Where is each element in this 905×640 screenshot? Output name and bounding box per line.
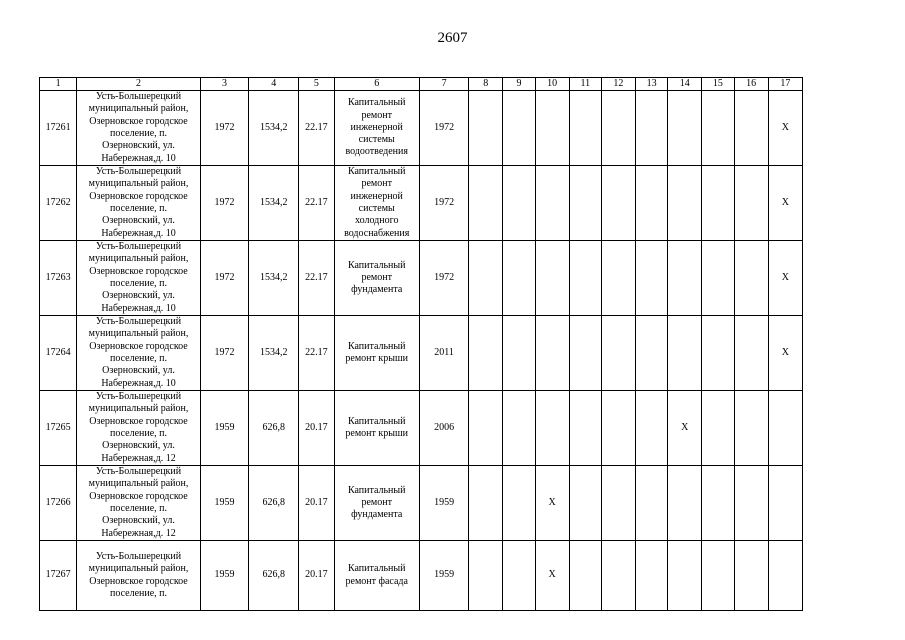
record-id-cell: 17266 xyxy=(40,466,77,541)
mark-cell-12 xyxy=(601,166,635,241)
record-id-cell: 17262 xyxy=(40,166,77,241)
mark-cell-12 xyxy=(601,391,635,466)
year-built-cell: 1972 xyxy=(200,166,248,241)
table-row xyxy=(40,166,803,241)
work-year-cell: 1959 xyxy=(419,541,468,611)
area-cell: 1534,2 xyxy=(249,241,299,316)
mark-cell-12 xyxy=(601,466,635,541)
area-cell: 1534,2 xyxy=(249,316,299,391)
mark-cell-13 xyxy=(636,316,668,391)
mark-cell-12 xyxy=(601,316,635,391)
work-year-cell: 1972 xyxy=(419,166,468,241)
area-cell: 1534,2 xyxy=(249,91,299,166)
record-id-cell: 17265 xyxy=(40,391,77,466)
column-header: 7 xyxy=(419,78,468,91)
mark-cell-9 xyxy=(503,316,535,391)
table-row xyxy=(40,391,803,466)
column-header: 11 xyxy=(569,78,601,91)
column-header: 6 xyxy=(334,78,419,91)
work-year-cell: 2011 xyxy=(419,316,468,391)
mark-cell-10 xyxy=(535,91,569,166)
column-header: 16 xyxy=(734,78,768,91)
mark-cell-9 xyxy=(503,166,535,241)
work-year-cell: 1972 xyxy=(419,241,468,316)
header-row xyxy=(40,78,803,91)
code-cell: 22.17 xyxy=(299,91,334,166)
mark-cell-9 xyxy=(503,466,535,541)
table-row xyxy=(40,466,803,541)
year-built-cell: 1959 xyxy=(200,391,248,466)
mark-cell-14: Х xyxy=(668,391,702,466)
work-type-cell: Капитальный ремонт фундамента xyxy=(334,241,419,316)
column-header: 5 xyxy=(299,78,334,91)
mark-cell-11 xyxy=(569,166,601,241)
column-header: 13 xyxy=(636,78,668,91)
code-cell: 22.17 xyxy=(299,166,334,241)
mark-cell-8 xyxy=(469,466,503,541)
mark-cell-8 xyxy=(469,166,503,241)
mark-cell-9 xyxy=(503,91,535,166)
mark-cell-17 xyxy=(768,541,802,611)
mark-cell-11 xyxy=(569,391,601,466)
code-cell: 22.17 xyxy=(299,241,334,316)
column-header: 14 xyxy=(668,78,702,91)
code-cell: 20.17 xyxy=(299,541,334,611)
mark-cell-11 xyxy=(569,241,601,316)
mark-cell-10 xyxy=(535,391,569,466)
code-cell: 22.17 xyxy=(299,316,334,391)
mark-cell-13 xyxy=(636,241,668,316)
mark-cell-16 xyxy=(734,466,768,541)
column-header: 1 xyxy=(40,78,77,91)
work-type-cell: Капитальный ремонт инженерной системы холодного водоснабжения xyxy=(334,166,419,241)
mark-cell-17: Х xyxy=(768,241,802,316)
year-built-cell: 1972 xyxy=(200,316,248,391)
mark-cell-10 xyxy=(535,316,569,391)
work-year-cell: 1972 xyxy=(419,91,468,166)
mark-cell-15 xyxy=(702,241,734,316)
year-built-cell: 1972 xyxy=(200,91,248,166)
work-type-cell: Капитальный ремонт крыши xyxy=(334,391,419,466)
work-year-cell: 1959 xyxy=(419,466,468,541)
mark-cell-15 xyxy=(702,541,734,611)
area-cell: 1534,2 xyxy=(249,166,299,241)
column-header: 15 xyxy=(702,78,734,91)
mark-cell-10: Х xyxy=(535,541,569,611)
year-built-cell: 1972 xyxy=(200,241,248,316)
area-cell: 626,8 xyxy=(249,391,299,466)
code-cell: 20.17 xyxy=(299,391,334,466)
area-cell: 626,8 xyxy=(249,541,299,611)
column-header: 3 xyxy=(200,78,248,91)
column-header: 17 xyxy=(768,78,802,91)
address-cell: Усть-Большерецкий муниципальный район, Озерновское городское поселение, п. Озерновский, ул. Набережная,д. 12 xyxy=(77,466,201,541)
column-header: 2 xyxy=(77,78,201,91)
mark-cell-11 xyxy=(569,91,601,166)
address-cell: Усть-Большерецкий муниципальный район, Озерновское городское поселение, п. Озерновский, ул. Набережная,д. 12 xyxy=(77,391,201,466)
record-id-cell: 17264 xyxy=(40,316,77,391)
mark-cell-14 xyxy=(668,241,702,316)
mark-cell-10 xyxy=(535,241,569,316)
work-type-cell: Капитальный ремонт фундамента xyxy=(334,466,419,541)
mark-cell-16 xyxy=(734,91,768,166)
record-id-cell: 17267 xyxy=(40,541,77,611)
mark-cell-9 xyxy=(503,541,535,611)
mark-cell-13 xyxy=(636,541,668,611)
mark-cell-16 xyxy=(734,541,768,611)
code-cell: 20.17 xyxy=(299,466,334,541)
mark-cell-13 xyxy=(636,166,668,241)
mark-cell-8 xyxy=(469,541,503,611)
mark-cell-17: Х xyxy=(768,166,802,241)
mark-cell-10 xyxy=(535,166,569,241)
mark-cell-16 xyxy=(734,391,768,466)
mark-cell-9 xyxy=(503,241,535,316)
column-header: 10 xyxy=(535,78,569,91)
column-header: 4 xyxy=(249,78,299,91)
mark-cell-15 xyxy=(702,391,734,466)
mark-cell-12 xyxy=(601,91,635,166)
mark-cell-11 xyxy=(569,316,601,391)
mark-cell-15 xyxy=(702,166,734,241)
mark-cell-16 xyxy=(734,166,768,241)
work-type-cell: Капитальный ремонт инженерной системы водоотведения xyxy=(334,91,419,166)
mark-cell-15 xyxy=(702,91,734,166)
mark-cell-8 xyxy=(469,316,503,391)
mark-cell-17 xyxy=(768,391,802,466)
mark-cell-15 xyxy=(702,466,734,541)
record-id-cell: 17263 xyxy=(40,241,77,316)
mark-cell-14 xyxy=(668,541,702,611)
record-id-cell: 17261 xyxy=(40,91,77,166)
address-cell: Усть-Большерецкий муниципальный район, Озерновское городское поселение, п. Озерновский, ул. Набережная,д. 10 xyxy=(77,91,201,166)
table-row xyxy=(40,316,803,391)
column-header: 9 xyxy=(503,78,535,91)
mark-cell-17: Х xyxy=(768,316,802,391)
address-cell: Усть-Большерецкий муниципальный район, Озерновское городское поселение, п. Озерновский, ул. Набережная,д. 10 xyxy=(77,241,201,316)
address-cell: Усть-Большерецкий муниципальный район, Озерновское городское поселение, п. Озерновский, ул. Набережная,д. 10 xyxy=(77,166,201,241)
mark-cell-11 xyxy=(569,541,601,611)
work-year-cell: 2006 xyxy=(419,391,468,466)
mark-cell-13 xyxy=(636,91,668,166)
work-type-cell: Капитальный ремонт фасада xyxy=(334,541,419,611)
table-row xyxy=(40,241,803,316)
mark-cell-13 xyxy=(636,466,668,541)
mark-cell-14 xyxy=(668,466,702,541)
mark-cell-17: Х xyxy=(768,91,802,166)
mark-cell-12 xyxy=(601,241,635,316)
mark-cell-12 xyxy=(601,541,635,611)
mark-cell-8 xyxy=(469,391,503,466)
mark-cell-15 xyxy=(702,316,734,391)
mark-cell-14 xyxy=(668,91,702,166)
mark-cell-17 xyxy=(768,466,802,541)
mark-cell-9 xyxy=(503,391,535,466)
year-built-cell: 1959 xyxy=(200,466,248,541)
mark-cell-10: Х xyxy=(535,466,569,541)
address-cell: Усть-Большерецкий муниципальный район, Озерновское городское поселение, п. Озерновский, ул. Набережная,д. 10 xyxy=(77,316,201,391)
mark-cell-13 xyxy=(636,391,668,466)
year-built-cell: 1959 xyxy=(200,541,248,611)
table-row xyxy=(40,91,803,166)
page-number: 2607 xyxy=(437,30,468,46)
data-table xyxy=(39,77,803,611)
mark-cell-8 xyxy=(469,91,503,166)
mark-cell-16 xyxy=(734,241,768,316)
column-header: 12 xyxy=(601,78,635,91)
mark-cell-14 xyxy=(668,316,702,391)
address-cell: Усть-Большерецкий муниципальный район, Озерновское городское поселение, п. xyxy=(77,541,201,611)
table-row xyxy=(40,541,803,611)
mark-cell-8 xyxy=(469,241,503,316)
mark-cell-14 xyxy=(668,166,702,241)
column-header: 8 xyxy=(469,78,503,91)
work-type-cell: Капитальный ремонт крыши xyxy=(334,316,419,391)
mark-cell-16 xyxy=(734,316,768,391)
area-cell: 626,8 xyxy=(249,466,299,541)
mark-cell-11 xyxy=(569,466,601,541)
